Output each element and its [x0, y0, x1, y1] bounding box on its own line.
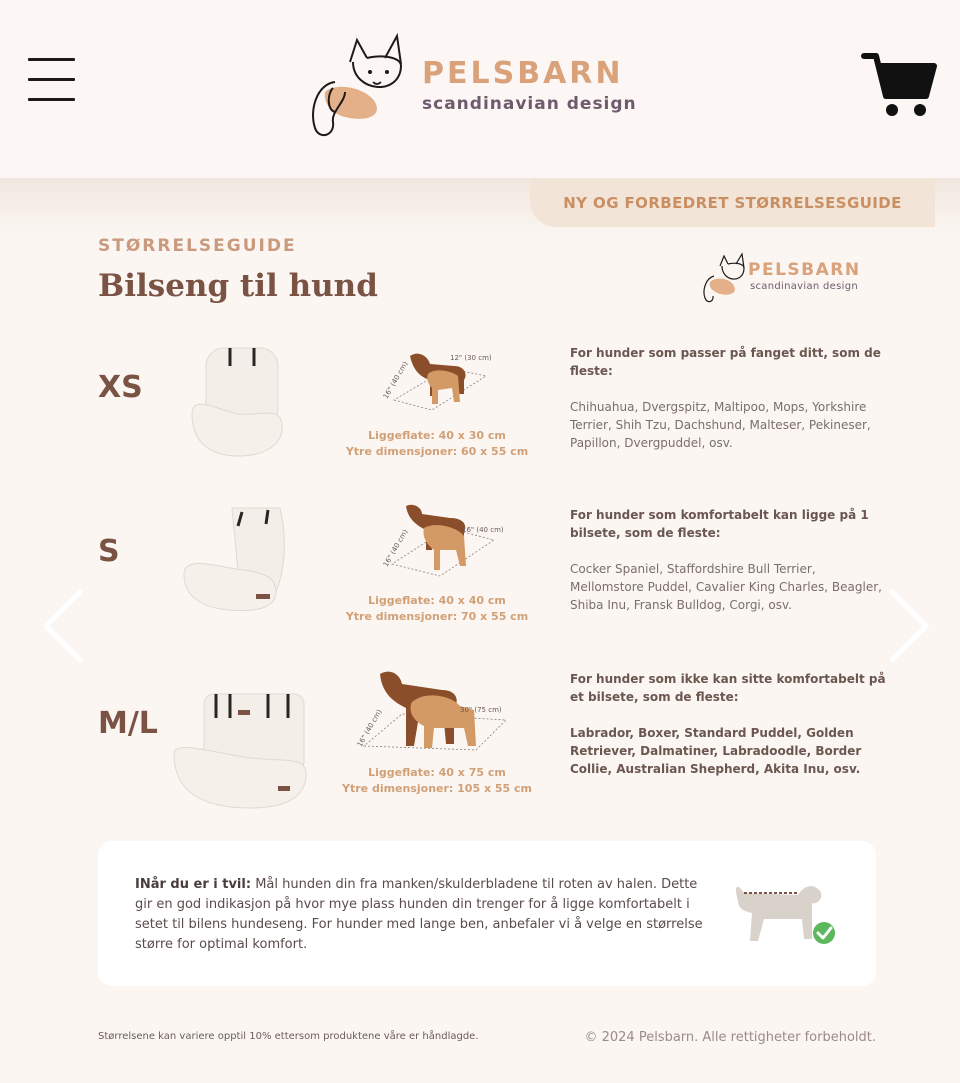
lie-area-s: Liggeflate: 40 x 40 cm: [368, 594, 506, 607]
brand-name[interactable]: PELSBARN: [422, 56, 624, 91]
hamburger-menu-icon[interactable]: [28, 58, 76, 102]
footer-copyright: © 2024 Pelsbarn. Alle rettigheter forbeholdt.: [584, 1030, 876, 1045]
size-code-ml: M/L: [98, 706, 158, 741]
desc-ml: [570, 670, 890, 778]
dim-width-xs: 12" (30 cm): [450, 354, 492, 362]
dog-diagram-s: [381, 500, 504, 580]
size-guide-tab[interactable]: NY OG FORBEDRET STØRRELSESGUIDE: [530, 179, 935, 227]
lie-area-xs: Liggeflate: 40 x 30 cm: [368, 429, 506, 442]
desc-s: [570, 506, 890, 614]
tip-card: [98, 841, 876, 986]
pelsbarn-mini-logo-icon: [700, 252, 748, 304]
lead-xs: For hunder som passer på fanget ditt, som de fleste:: [570, 346, 881, 378]
dim-length-ml: 16" (40 cm): [355, 708, 384, 749]
tip-body: Mål hunden din fra manken/skulderbladene til roten av halen. Dette gir en god indikasjon på hvor mye plass hunden din trenger for å ligge komfortabelt i setet til bilens hundeseng. For hunder med lange ben, anbefaler vi å velge en størrelse større for optimal komfort.: [135, 877, 703, 952]
outer-dims-xs: Ytre dimensjoner: 60 x 55 cm: [345, 445, 529, 458]
site-header: [0, 0, 960, 178]
pelsbarn-logo-icon[interactable]: [305, 32, 415, 144]
dims-xs: [337, 428, 537, 460]
dim-length-xs: 16" (40 cm): [381, 360, 410, 401]
car-bed-s-image: [180, 502, 292, 614]
measure-dog-icon: [724, 865, 844, 955]
dims-s: [337, 593, 537, 625]
breeds-s: Cocker Spaniel, Staffordshire Bull Terrier, Mellomstore Puddel, Cavalier King Charles, Beagler, Shiba Inu, Fransk Bulldog, Corgi, osv.: [570, 562, 882, 612]
tip-bold: INår du er i tvil:: [135, 877, 252, 892]
dog-diagram-xs: [380, 346, 490, 416]
dims-ml: [337, 765, 537, 797]
guide-eyebrow: STØRRELSEGUIDE: [98, 236, 297, 256]
outer-dims-s: Ytre dimensjoner: 70 x 55 cm: [345, 610, 529, 623]
breeds-xs: Chihuahua, Dvergspitz, Maltipoo, Mops, Yorkshire Terrier, Shih Tzu, Dachshund, Malteser, Pekineser, Papillon, Dvergpuddel, osv.: [570, 400, 871, 450]
lead-s: For hunder som komfortabelt kan ligge på 1 bilsete, som de fleste:: [570, 508, 869, 540]
car-bed-xs-image: [188, 344, 288, 458]
tip-text: [135, 875, 715, 955]
footer-note: Størrelsene kan variere opptil 10% ettersom produktene våre er håndlagde.: [98, 1031, 479, 1042]
lie-area-ml: Liggeflate: 40 x 75 cm: [368, 766, 506, 779]
brand-tagline: scandinavian design: [422, 94, 637, 114]
shopping-cart-icon[interactable]: [862, 50, 938, 120]
desc-xs: [570, 344, 890, 452]
dim-width-s: 16" (40 cm): [462, 526, 504, 534]
size-code-s: S: [98, 534, 120, 569]
breeds-ml: Labrador, Boxer, Standard Puddel, Golden Retriever, Dalmatiner, Labradoodle, Border Collie, Australian Shepherd, Akita Inu, osv.: [570, 726, 862, 776]
outer-dims-ml: Ytre dimensjoner: 105 x 55 cm: [342, 782, 532, 795]
chevron-right-icon[interactable]: [884, 586, 934, 666]
chevron-left-icon[interactable]: [38, 586, 88, 666]
dim-width-ml: 30" (75 cm): [460, 706, 502, 714]
lead-ml: For hunder som ikke kan sitte komfortabelt på et bilsete, som de fleste:: [570, 672, 886, 704]
mini-brand-tagline: scandinavian design: [750, 281, 858, 292]
mini-brand-name: PELSBARN: [748, 260, 861, 280]
dog-diagram-ml: [356, 668, 508, 762]
size-code-xs: XS: [98, 370, 143, 405]
car-bed-ml-image: [170, 690, 310, 812]
guide-title: Bilseng til hund: [98, 268, 378, 304]
dim-length-s: 16" (40 cm): [381, 528, 410, 569]
